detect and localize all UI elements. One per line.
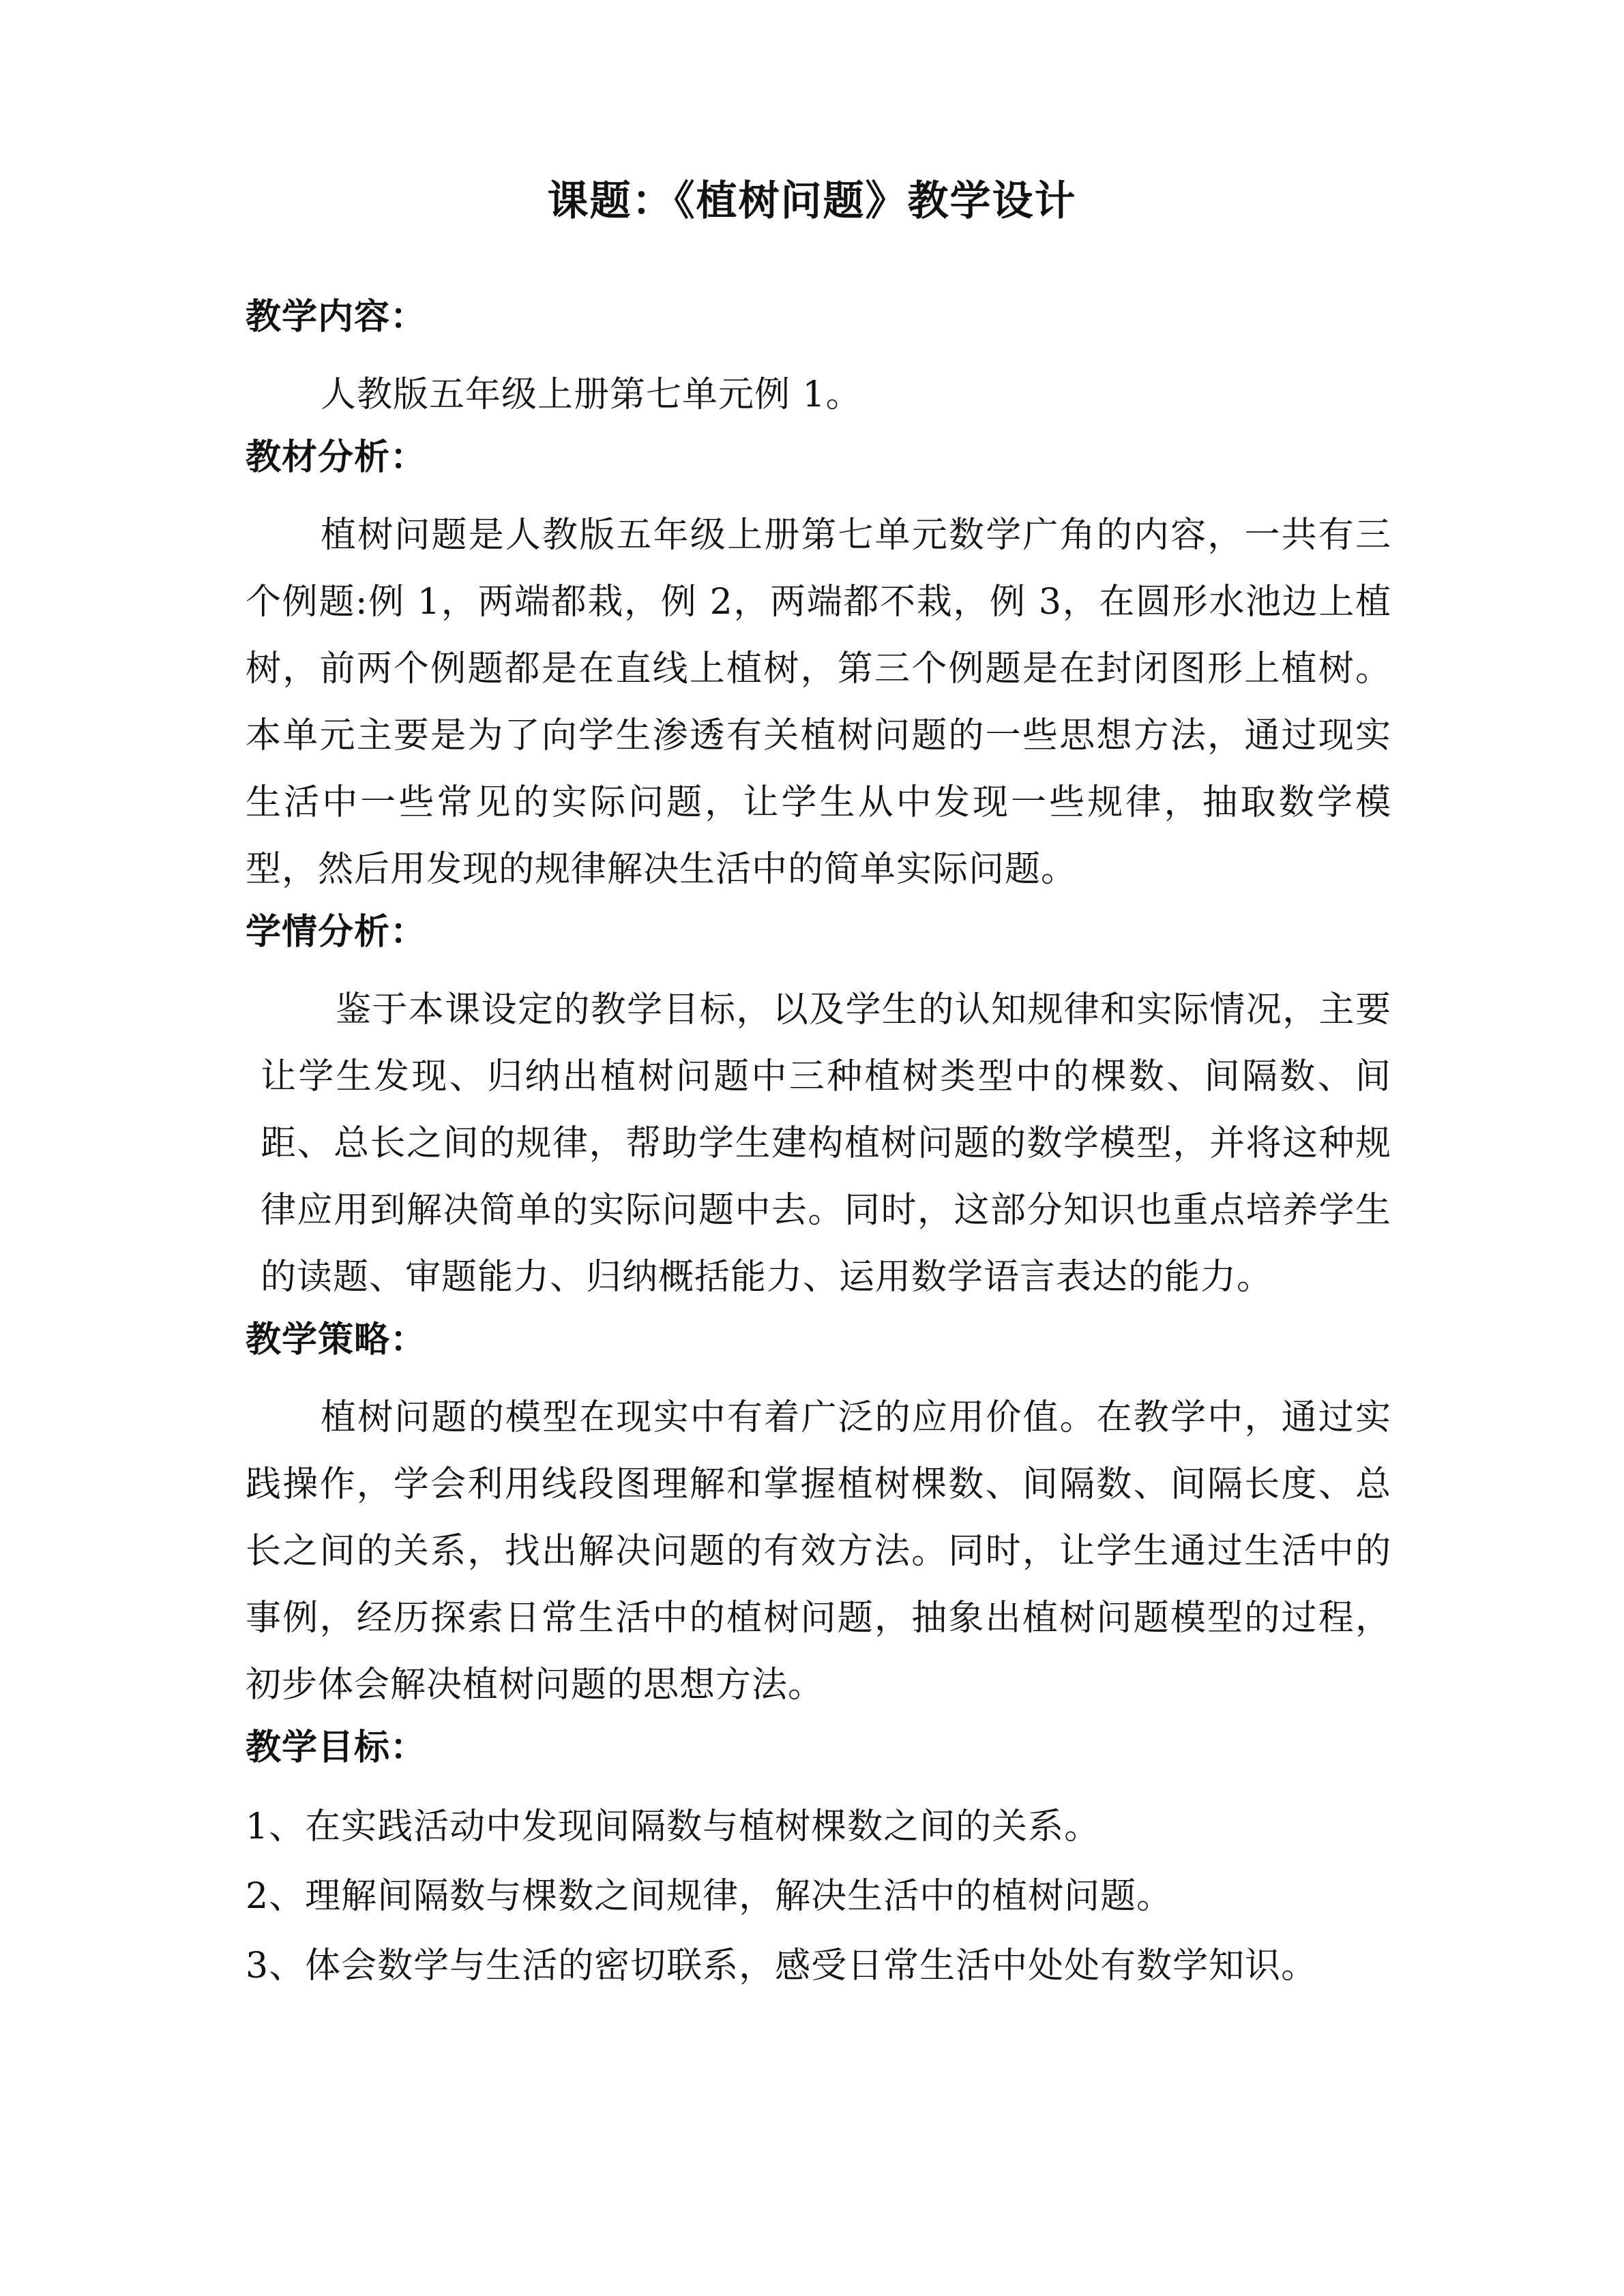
list-item: 1、在实践活动中发现间隔数与植树棵数之间的关系。	[246, 1806, 1101, 1847]
section-heading: 教学目标：	[246, 1727, 427, 1768]
section-material-analysis	[246, 434, 1391, 903]
section-heading: 学情分析：	[246, 912, 427, 953]
section-learner-analysis	[246, 908, 1391, 1311]
list-item: 3、体会数学与生活的密切联系，感受日常生活中处处有数学知识。	[246, 1945, 1318, 1986]
document-title: 课题：《植树问题》教学设计	[547, 177, 1077, 225]
section-teaching-content	[246, 293, 1391, 428]
section-paragraph: 鉴于本课设定的教学目标，以及学生的认知规律和实际情况，主要让学生发现、归纳出植树问题中三种植树类型中的棵数、间隔数、间距、总长之间的规律，帮助学生建构植树问题的数学模型，并将这种规律应用到解决简单的实际问题中去。同时，这部分知识也重点培养学生的读题、审题能力、归纳概括能力、运用数学语言表达的能力。	[261, 989, 1391, 1298]
objectives-list	[246, 1792, 1391, 2001]
section-paragraph: 人教版五年级上册第七单元例 1。	[321, 374, 862, 415]
section-paragraph: 植树问题是人教版五年级上册第七单元数学广角的内容，一共有三个例题:例 1，两端都栽，例 2，两端都不栽，例 3，在圆形水池边上植树，前两个例题都是在直线上植树，第三个例题是在封闭图形上植树。本单元主要是为了向学生渗透有关植树问题的一些思想方法，通过现实生活中一些常见的实际问题，让学生从中发现一些规律，抽取数学模型，然后用发现的规律解决生活中的简单实际问题。	[246, 515, 1391, 890]
list-item: 2、理解间隔数与棵数之间规律，解决生活中的植树问题。	[246, 1876, 1173, 1917]
section-teaching-strategy	[246, 1316, 1391, 1718]
document-body	[246, 293, 1391, 2006]
section-heading: 教学策略：	[246, 1320, 427, 1360]
section-teaching-objectives	[246, 1724, 1391, 2001]
section-heading: 教材分析：	[246, 437, 427, 478]
section-heading: 教学内容：	[246, 297, 427, 338]
section-paragraph: 植树问题的模型在现实中有着广泛的应用价值。在教学中，通过实践操作，学会利用线段图理解和掌握植树棵数、间隔数、间隔长度、总长之间的关系，找出解决问题的有效方法。同时，让学生通过生活中的事例，经历探索日常生活中的植树问题，抽象出植树问题模型的过程，初步体会解决植树问题的思想方法。	[246, 1397, 1391, 1705]
